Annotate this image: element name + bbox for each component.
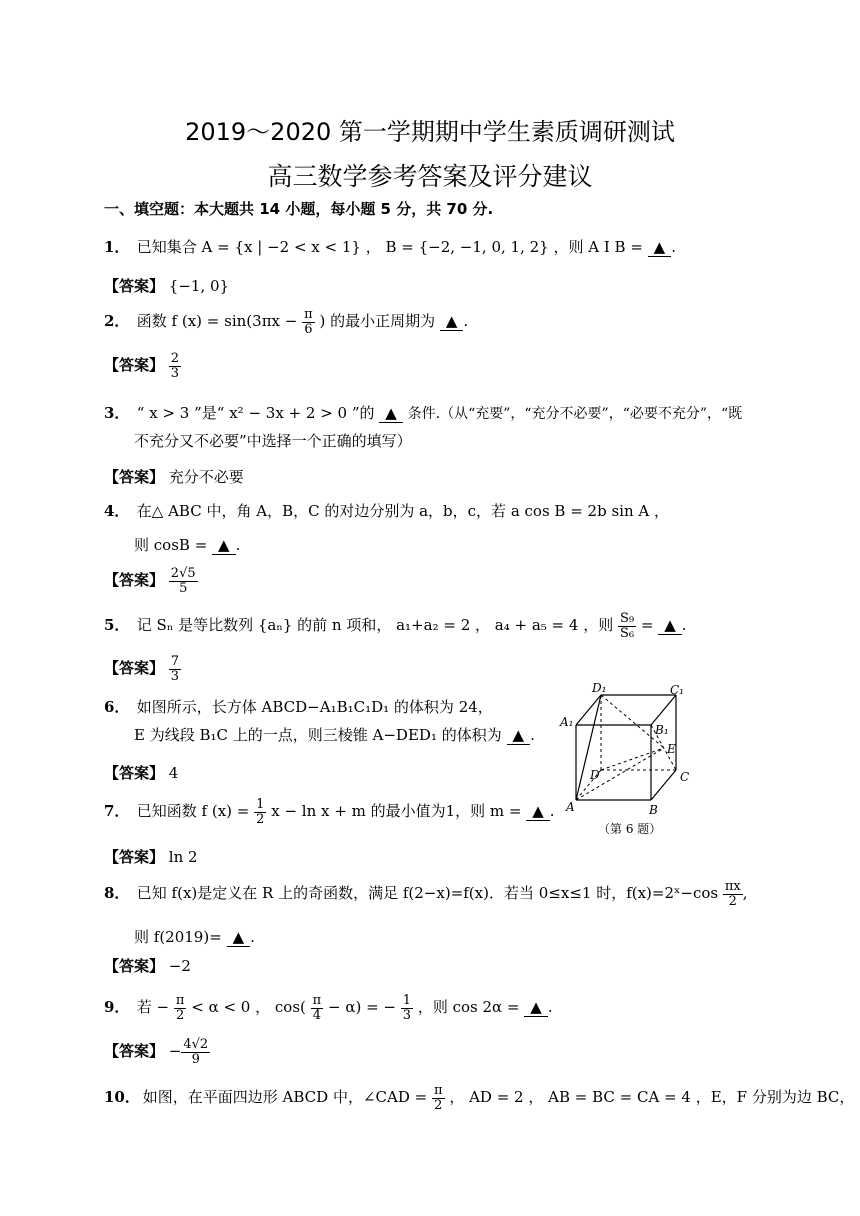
answer-1	[104, 275, 229, 296]
question-4-line2	[134, 534, 240, 555]
punctuation: .	[530, 726, 535, 744]
label-E: E	[667, 742, 676, 756]
question-text: “ x > 3 ”是“ x² − 3x + 2 > 0 ”的	[136, 404, 375, 422]
answer-value: {−1, 0}	[168, 277, 230, 295]
label-C1: C₁	[670, 683, 684, 697]
answer-blank: ▲	[658, 616, 682, 635]
numerator: π	[312, 993, 322, 1008]
question-number: 4．	[104, 502, 130, 520]
label-C: C	[680, 770, 690, 784]
label-A: A	[566, 800, 575, 814]
question-number: 9．	[104, 998, 130, 1017]
answer-fraction	[169, 567, 198, 595]
answer-8	[104, 955, 191, 976]
punctuation: .	[250, 928, 255, 946]
question-4	[104, 500, 669, 521]
answer-2	[104, 352, 181, 380]
answer-blank: ▲	[379, 404, 403, 423]
question-text-post: 条件.（从“充要”，“充分不必要”，“必要不充分”，“既	[407, 406, 743, 422]
question-text: 已知 f(x)是定义在 R 上的奇函数，满足 f(2−x)=f(x)．若当 0≤x≤1 时，f(x)=2ˣ−cos	[136, 884, 719, 903]
label-B: B	[649, 803, 658, 817]
fraction	[618, 612, 636, 640]
question-text: 如图，在平面四边形 ABCD 中，∠CAD =	[142, 1088, 428, 1107]
question-text: 则 f(2019)=	[134, 928, 222, 946]
question-text: 如图所示，长方体 ABCD−A₁B₁C₁D₁ 的体积为 24，	[136, 698, 493, 716]
question-3	[104, 402, 742, 423]
answer-blank: ▲	[227, 928, 251, 947]
question-text-post: x − ln x + m 的最小值为1，则 m =	[271, 802, 522, 821]
denominator: 9	[191, 1051, 200, 1067]
numerator: 1	[256, 797, 265, 812]
answer-tag: 【答案】	[104, 277, 165, 295]
answer-6	[104, 762, 178, 783]
answer-5	[104, 655, 181, 683]
answer-tag: 【答案】	[104, 764, 165, 782]
fraction	[254, 798, 266, 826]
edge	[651, 770, 676, 800]
fraction	[401, 994, 413, 1022]
question-6-line2	[134, 724, 535, 745]
figure-caption: （第 6 题）	[598, 822, 662, 836]
answer-blank: ▲	[507, 726, 531, 745]
denominator: 3	[402, 1007, 412, 1023]
denominator: 4	[312, 1007, 322, 1023]
denominator: 5	[179, 580, 188, 596]
label-D1: D₁	[592, 681, 607, 695]
punctuation: .	[235, 536, 241, 554]
question-text: − α) = −	[327, 998, 396, 1017]
fraction	[174, 994, 187, 1022]
question-6	[104, 696, 493, 717]
answer-fraction	[169, 352, 181, 380]
edge	[651, 695, 676, 725]
question-1	[104, 236, 676, 257]
answer-blank: ▲	[440, 312, 464, 331]
numerator: π	[304, 307, 313, 322]
document-subtitle: 高三数学参考答案及评分建议	[267, 162, 593, 191]
answer-3	[104, 466, 244, 487]
label-A1: A₁	[560, 715, 574, 729]
answer-tag: 【答案】	[104, 848, 165, 866]
answer-4	[104, 567, 198, 595]
answer-blank: ▲	[524, 998, 548, 1017]
label-D: D	[590, 768, 600, 782]
label-B1: B₁	[655, 723, 669, 737]
answer-fraction	[181, 1038, 210, 1066]
question-text: 函数 f (x) = sin(3πx −	[136, 312, 298, 331]
answer-tag: 【答案】	[104, 571, 165, 590]
numerator: π	[433, 1083, 443, 1098]
denominator: 3	[170, 668, 180, 684]
question-text: < α < 0 ， cos(	[191, 998, 306, 1017]
answer-tag: 【答案】	[104, 468, 165, 486]
denominator: S₆	[619, 625, 635, 641]
equals-sign: =	[640, 616, 654, 635]
punctuation: ,	[742, 884, 748, 903]
question-number: 7．	[104, 802, 130, 821]
denominator: 3	[170, 365, 180, 381]
question-2	[104, 308, 468, 336]
answer-value: −2	[168, 957, 191, 975]
fraction	[302, 308, 315, 336]
answer-tag: 【答案】	[104, 1042, 165, 1061]
answer-blank: ▲	[526, 802, 550, 821]
question-text: 若 −	[136, 998, 170, 1017]
cuboid-figure	[556, 680, 706, 840]
numerator: S₉	[619, 611, 635, 626]
question-text: 记 Sₙ 是等比数列 {aₙ} 的前 n 项和， a₁+a₂ = 2 ， a₄ + a₅ = 4 ，则	[136, 616, 614, 635]
answer-value: ln 2	[168, 848, 198, 866]
question-text: E 为线段 B₁C 上的一点，则三棱锥 A−DED₁ 的体积为	[134, 726, 502, 744]
numerator: 2	[170, 351, 180, 366]
question-number: 3．	[104, 404, 130, 422]
answer-9	[104, 1038, 210, 1066]
answer-7	[104, 846, 198, 867]
answer-value: 4	[168, 764, 179, 782]
question-number: 1．	[104, 238, 130, 256]
question-8-line2	[134, 926, 255, 947]
question-text: 在△ ABC 中，角 A，B，C 的对边分别为 a，b，c，若 a cos B = 2b sin A ，	[136, 502, 669, 520]
punctuation: .	[549, 802, 555, 821]
answer-tag: 【答案】	[104, 659, 165, 678]
question-text-post: ) 的最小正周期为	[319, 312, 436, 331]
question-number: 5．	[104, 616, 130, 635]
denominator: 2	[728, 893, 737, 909]
question-3-line2: 不充分又不必要”中选择一个正确的填写）	[134, 432, 412, 450]
numerator: 2√5	[170, 566, 196, 581]
denominator: 6	[304, 321, 313, 337]
question-number: 2．	[104, 312, 130, 331]
punctuation: .	[681, 616, 687, 635]
answer-sign: −	[168, 1042, 182, 1061]
answer-blank: ▲	[648, 238, 672, 257]
denominator: 2	[176, 1007, 185, 1023]
hidden-edge	[601, 748, 664, 770]
question-number: 6．	[104, 698, 130, 716]
numerator: πx	[724, 879, 741, 894]
punctuation: .	[547, 998, 553, 1017]
question-8	[104, 880, 748, 908]
section-heading: 一、填空题：本大题共 14 小题，每小题 5 分，共 70 分.	[104, 200, 494, 218]
numerator: 4√2	[183, 1037, 209, 1052]
punctuation: .	[463, 312, 469, 331]
question-text: 已知集合 A = {x | −2 < x < 1} ， B = {−2, −1, 0, 1, 2} ，则 A Ⅰ B =	[136, 238, 643, 256]
question-7	[104, 798, 555, 826]
question-text: ，则 cos 2α =	[417, 998, 520, 1017]
question-5	[104, 612, 687, 640]
answer-value: 充分不必要	[168, 468, 244, 486]
question-text: 已知函数 f (x) =	[136, 802, 250, 821]
document-title: 2019～2020 第一学期期中学生素质调研测试	[185, 118, 675, 146]
question-text: 则 cosB =	[134, 536, 208, 554]
answer-tag: 【答案】	[104, 356, 165, 375]
answer-tag: 【答案】	[104, 957, 165, 975]
numerator: 7	[170, 654, 180, 669]
numerator: 1	[402, 993, 412, 1008]
answer-fraction	[169, 655, 181, 683]
question-10	[104, 1084, 854, 1112]
question-9	[104, 994, 553, 1022]
answer-blank: ▲	[212, 536, 236, 555]
numerator: π	[175, 993, 185, 1008]
question-number: 10．	[104, 1088, 140, 1107]
fraction	[311, 994, 324, 1022]
fraction	[723, 880, 743, 908]
question-number: 8．	[104, 884, 130, 903]
denominator: 2	[434, 1097, 443, 1113]
question-text: ， AD = 2 ， AB = BC = CA = 4 ，E，F 分别为边 BC，	[449, 1088, 855, 1107]
fraction	[432, 1084, 445, 1112]
punctuation: .	[671, 238, 676, 256]
denominator: 2	[256, 811, 265, 827]
